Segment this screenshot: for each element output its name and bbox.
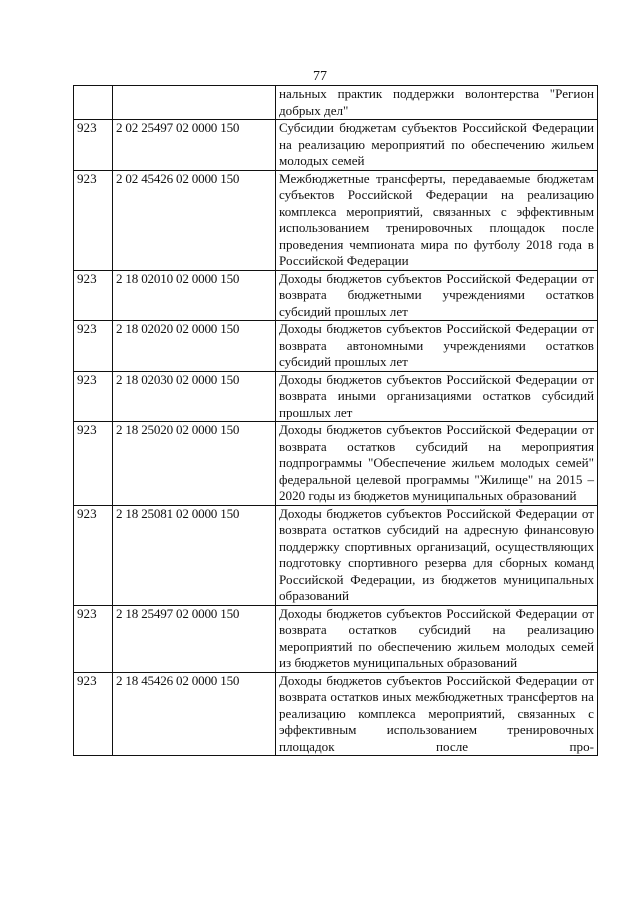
budget-code-cell: 2 18 02010 02 0000 150 bbox=[113, 270, 276, 321]
description-cell: Доходы бюджетов субъектов Российской Федерации от возврата остатков субсидий на реализацию мероприятий по обеспечению жильем молодых семей из бюджетов муниципальных образований bbox=[276, 605, 598, 672]
budget-code-cell: 2 18 25081 02 0000 150 bbox=[113, 505, 276, 605]
table-row bbox=[74, 505, 598, 605]
page-number: 77 bbox=[313, 69, 327, 84]
description-cell: Доходы бюджетов субъектов Российской Федерации от возврата остатков субсидий на мероприятия подпрограммы "Обеспечение жильем молодых семей" федеральной целевой программы "Жилище" на 2015 – 2020 годы из бюджетов муниципальных образований bbox=[276, 422, 598, 506]
admin-code-cell: 923 bbox=[74, 170, 113, 270]
admin-code-cell: 923 bbox=[74, 505, 113, 605]
admin-code-cell: 923 bbox=[74, 672, 113, 756]
description-cell: Доходы бюджетов субъектов Российской Федерации от возврата остатков иных межбюджетных трансфертов на реализацию комплекса мероприятий, связанных с эффективным использованием тренировочных площадок после про- bbox=[276, 672, 598, 756]
admin-code-cell: 923 bbox=[74, 270, 113, 321]
budget-code-cell: 2 02 25497 02 0000 150 bbox=[113, 120, 276, 171]
description-cell: Доходы бюджетов субъектов Российской Федерации от возврата иными организациями остатков субсидий прошлых лет bbox=[276, 371, 598, 422]
table-row bbox=[74, 321, 598, 372]
budget-code-cell: 2 02 45426 02 0000 150 bbox=[113, 170, 276, 270]
budget-code-cell: 2 18 02030 02 0000 150 bbox=[113, 371, 276, 422]
table-row bbox=[74, 605, 598, 672]
revenue-codes-table bbox=[73, 85, 598, 756]
budget-code-cell: 2 18 45426 02 0000 150 bbox=[113, 672, 276, 756]
admin-code-cell bbox=[74, 86, 113, 120]
admin-code-cell: 923 bbox=[74, 371, 113, 422]
description-cell: Доходы бюджетов субъектов Российской Федерации от возврата остатков субсидий на адресную финансовую поддержку спортивных организаций, осуществляющих подготовку спортивного резерва для сборных команд Российской Федерации, из бюджетов муниципальных образований bbox=[276, 505, 598, 605]
table-row bbox=[74, 270, 598, 321]
budget-code-cell: 2 18 25497 02 0000 150 bbox=[113, 605, 276, 672]
description-cell: Межбюджетные трансферты, передаваемые бюджетам субъектов Российской Федерации на реализацию комплекса мероприятий, связанных с эффективным использованием тренировочных площадок после проведения чемпионата мира по футболу 2018 года в Российской Федерации bbox=[276, 170, 598, 270]
table-row bbox=[74, 170, 598, 270]
description-cell: нальных практик поддержки волонтерства "Регион добрых дел" bbox=[276, 86, 598, 120]
budget-code-cell: 2 18 02020 02 0000 150 bbox=[113, 321, 276, 372]
admin-code-cell: 923 bbox=[74, 120, 113, 171]
table-row bbox=[74, 672, 598, 756]
table-row bbox=[74, 86, 598, 120]
table-row bbox=[74, 120, 598, 171]
admin-code-cell: 923 bbox=[74, 605, 113, 672]
admin-code-cell: 923 bbox=[74, 422, 113, 506]
admin-code-cell: 923 bbox=[74, 321, 113, 372]
description-cell: Доходы бюджетов субъектов Российской Федерации от возврата автономными учреждениями остатков субсидий прошлых лет bbox=[276, 321, 598, 372]
budget-code-cell: 2 18 25020 02 0000 150 bbox=[113, 422, 276, 506]
table-row bbox=[74, 422, 598, 506]
table-row bbox=[74, 371, 598, 422]
budget-code-cell bbox=[113, 86, 276, 120]
description-cell: Субсидии бюджетам субъектов Российской Федерации на реализацию мероприятий по обеспечению жильем молодых семей bbox=[276, 120, 598, 171]
description-cell: Доходы бюджетов субъектов Российской Федерации от возврата бюджетными учреждениями остатков субсидий прошлых лет bbox=[276, 270, 598, 321]
